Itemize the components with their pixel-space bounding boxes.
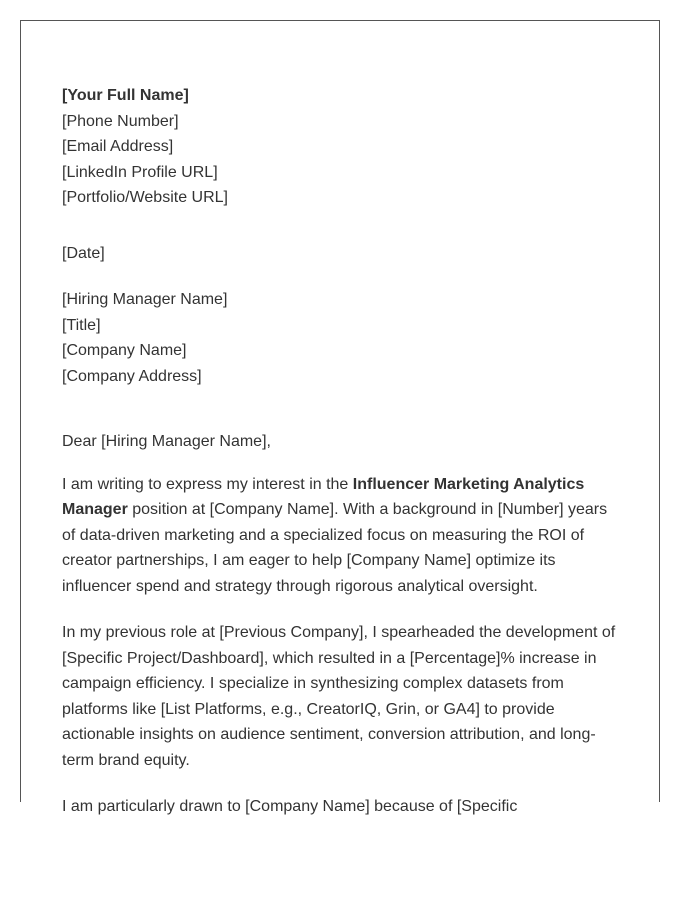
sender-block	[62, 83, 622, 211]
salutation: Dear [Hiring Manager Name],	[62, 433, 271, 450]
role-title: Influencer Marketing Analytics Manager	[62, 475, 585, 518]
letter-page	[20, 20, 660, 815]
sender-full-name: [Your Full Name]	[62, 87, 189, 104]
letter-content	[62, 83, 622, 820]
recipient-company-address: [Company Address]	[62, 367, 202, 385]
paragraph-intro-rest: position at [Company Name]. With a background in [Number] years of data-driven marketing and a specialized focus on measuring the ROI of creator partnerships, I am eager to help [Company Name] optimize its influencer spend and strategy through rigorous analytical oversight.	[62, 501, 608, 595]
paragraph-motivation: I am particularly drawn to [Company Name] because of [Specific	[62, 798, 518, 815]
recipient-block	[62, 287, 622, 389]
recipient-manager-name: [Hiring Manager Name]	[62, 291, 228, 308]
recipient-company-name: [Company Name]	[62, 342, 187, 359]
sender-email: [Email Address]	[62, 138, 174, 155]
paragraph-intro-lead: I am writing to express my interest in the	[62, 475, 353, 493]
sender-phone: [Phone Number]	[62, 112, 179, 130]
recipient-title: [Title]	[62, 316, 101, 334]
letter-date: [Date]	[62, 244, 105, 262]
paragraph-experience: In my previous role at [Previous Company], I spearheaded the development of [Specific Project/Dashboard], which resulted in a [Percentage]% increase in campaign efficiency. I specialize in synthesizing complex datasets from platforms like [List Platforms, e.g., CreatorIQ, Grin, or GA4] to provide actionable insights on audience sentiment, conversion attribution, and long-term brand equity.	[62, 624, 616, 769]
sender-portfolio: [Portfolio/Website URL]	[62, 189, 228, 206]
sender-linkedin: [LinkedIn Profile URL]	[62, 163, 218, 181]
paragraph-intro	[62, 472, 622, 600]
